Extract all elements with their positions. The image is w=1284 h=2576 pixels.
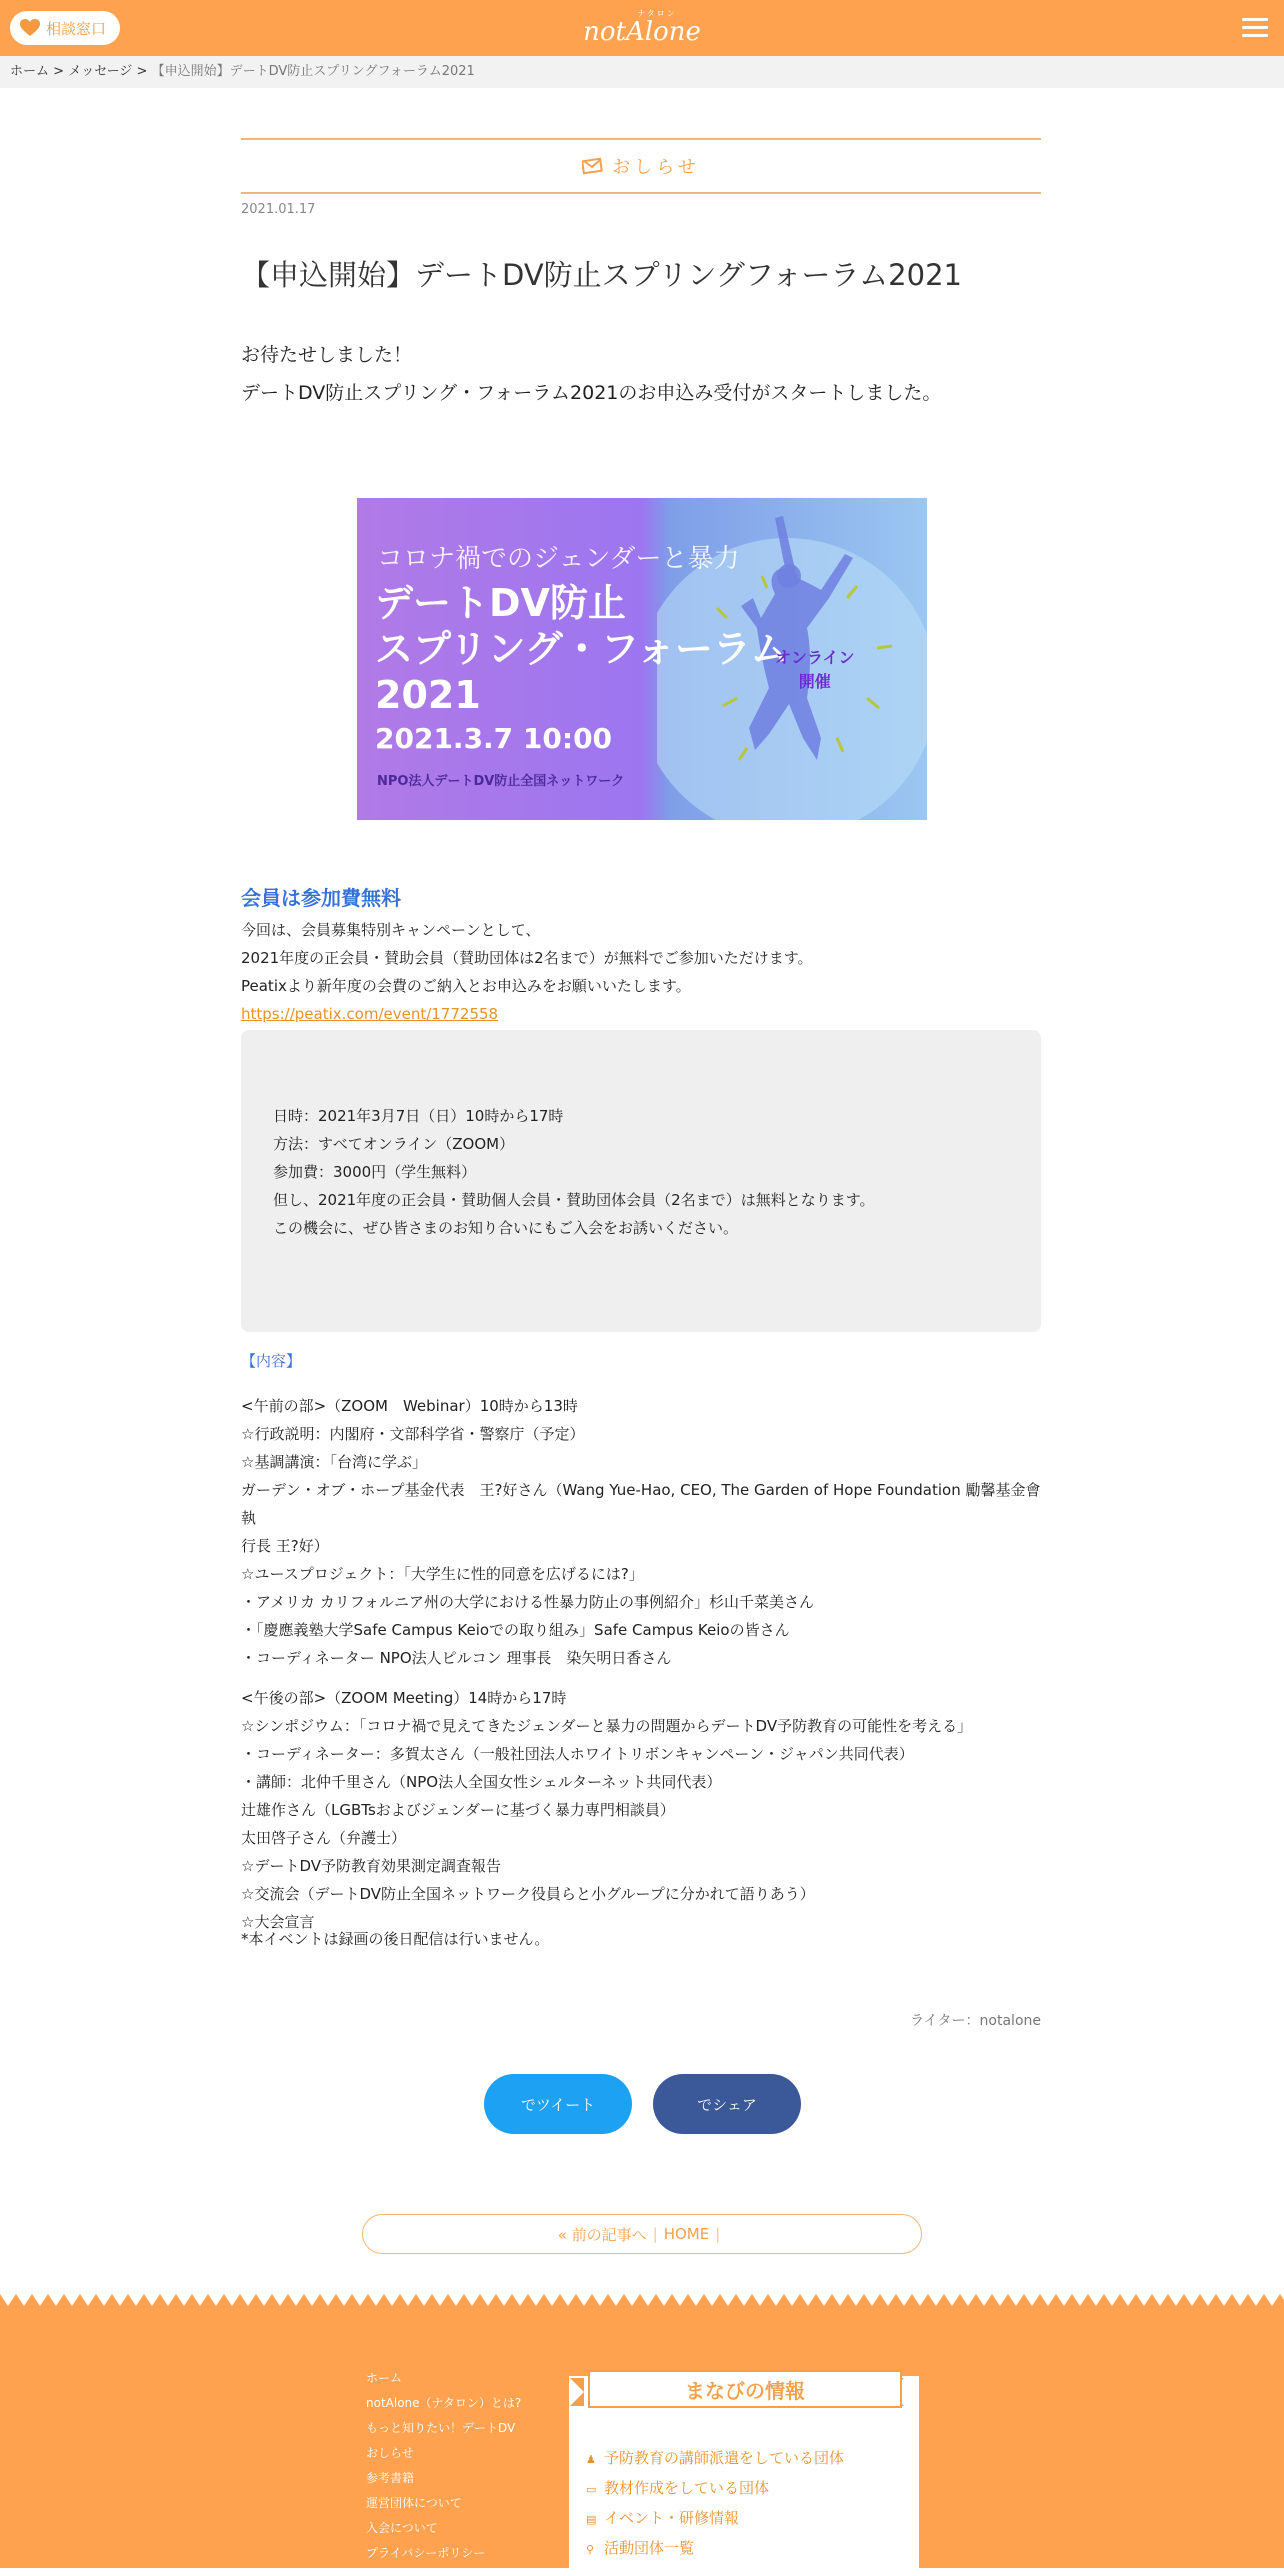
pager-divider: | [715,2225,721,2243]
info-line: 但し、2021年度の正会員・賛助個人会員・賛助団体会員（2名まで）は無料となります。 [273,1191,875,1209]
program-line: <午後の部>（ZOOM Meeting）14時から17時 [241,1689,567,1707]
envelope-icon [582,157,604,175]
text-line: 今回は、会員募集特別キャンペーンとして、 [241,921,541,939]
calendar-icon: ▤ [586,2513,597,2526]
event-info-box [241,1030,1041,1332]
banner-online-badge: オンライン 開催 [775,648,855,691]
banner-organizer: NPO法人デートDV防止全国ネットワーク [377,774,625,789]
program-line: ☆デートDV予防教育効果測定調査報告 [241,1857,501,1875]
program-line: ☆大会宣言 [241,1913,315,1931]
writer-credit: ライター：notalone [909,2013,1041,2029]
tweet-label: でツイート [520,2095,596,2114]
article-title: 【申込開始】デートDV防止スプリングフォーラム2021 [241,258,962,292]
info-line: 参加費：3000円（学生無料） [273,1163,477,1181]
facebook-share-label: でシェア [697,2095,757,2114]
learning-item[interactable]: ▭ 教材作成をしている団体 [586,2474,844,2504]
learning-info-list [586,2444,844,2564]
book-icon: ▭ [586,2483,597,2496]
prev-article-link[interactable]: « 前の記事へ [557,2225,647,2244]
learning-item[interactable]: ⚲ 活動団体一覧 [586,2534,844,2564]
member-text [241,916,1041,1028]
breadcrumb [0,56,1284,88]
banner-datetime: 2021.3.7 10:00 [375,722,613,755]
footer-link[interactable]: 入会について [366,2521,438,2535]
content-heading: 【内容】 [241,1352,302,1370]
forum-banner-image [357,498,927,820]
consult-button[interactable] [10,11,120,45]
program-line: ・「慶應義塾大学Safe Campus Keioでの取り組み」Safe Campus Keioの皆さん [241,1621,790,1639]
logo-ruby: ナタロン [637,9,677,18]
info-line: この機会に、ぜひ皆さまのお知り合いにもご入会をお誘いください。 [273,1219,739,1237]
category-label: おしらせ [612,157,700,178]
facebook-share-button[interactable] [653,2074,801,2134]
program-line: ・コーディネーター：多賀太さん（一般社団法人ホワイトリボンキャンペーン・ジャパン共同代表） [241,1745,914,1763]
program-line: 太田啓子さん（弁護士） [241,1829,407,1847]
breadcrumb-separator: > [49,64,69,79]
program-line: ガーデン・オブ・ホープ基金代表 王?好さん（Wang Yue-Hao, CEO, The Garden of Hope Foundation 勵馨基金會執 [241,1481,1041,1527]
banner-title: デートDV防止 スプリング・フォーラム 2021 [375,581,789,717]
footer-links [366,2366,521,2566]
program-content [241,1392,1041,1936]
program-line: ☆交流会（デートDV防止全国ネットワーク役員らと小グループに分かれて語りあう） [241,1885,815,1903]
footer-link[interactable]: ホーム [366,2371,403,2385]
member-heading: 会員は参加費無料 [241,886,401,910]
person-icon: ♟ [586,2453,596,2466]
text-line: 2021年度の正会員・賛助会員（賛助団体は2名まで）が無料でご参加いただけます。 [241,949,813,967]
program-line: ☆シンポジウム：「コロナ禍で見えてきたジェンダーと暴力の問題からデートDV予防教育の可能性を考える」 [241,1717,973,1735]
article-lead [241,336,1041,412]
post-date: 2021.01.17 [241,202,316,217]
program-line: ☆行政説明：内閣府・文部科学省・警察庁（予定） [241,1425,585,1443]
site-logo[interactable] [580,10,704,46]
breadcrumb-current: 【申込開始】デートDV防止スプリングフォーラム2021 [151,64,475,79]
program-line: <午前の部>（ZOOM Webinar）10時から13時 [241,1397,578,1415]
program-line: 辻雄作さん（LGBTsおよびジェンダーに基づく暴力専門相談員） [241,1801,675,1819]
tweet-button[interactable] [484,2074,632,2134]
program-line: ☆ユースプロジェクト：「大学生に性的同意を広げるには?」 [241,1565,644,1583]
program-line: ・アメリカ カリフォルニア州の大学における性暴力防止の事例紹介」杉山千菜美さん [241,1593,814,1611]
program-line: ・講師：北仲千里さん（NPO法人全国女性シェルターネット共同代表） [241,1773,722,1791]
zigzag-edge [0,2294,1284,2308]
lead-line: デートDV防止スプリング・フォーラム2021のお申込み受付がスタートしました。 [241,382,942,404]
footer-link[interactable]: もっと知りたい！デートDV [366,2421,516,2435]
consult-label: 相談窓口 [46,19,107,38]
lead-line: お待たせしました！ [241,344,413,366]
banner-subtitle: コロナ禍でのジェンダーと暴力 [377,544,740,574]
breadcrumb-messages[interactable]: メッセージ [68,64,133,79]
ribbon-tail-left [570,2378,584,2406]
site-footer [0,2294,1284,2568]
footer-link[interactable]: プライバシーポリシー [366,2546,486,2560]
pager-divider: | [652,2225,658,2243]
program-line: ☆基調講演：「台湾に学ぶ」 [241,1453,427,1471]
pin-icon: ⚲ [586,2543,595,2556]
recording-note: *本イベントは録画の後日配信は行いません。 [241,1930,550,1948]
learning-item[interactable]: ▤ イベント・研修情報 [586,2504,844,2534]
learning-item[interactable]: ♟ 予防教育の講師派遣をしている団体 [586,2444,844,2474]
footer-link[interactable]: おしらせ [366,2446,414,2460]
breadcrumb-home[interactable]: ホーム [10,64,50,79]
program-line: 行長 王?好） [241,1537,329,1555]
peatix-link[interactable]: https://peatix.com/event/1772558 [241,1005,499,1023]
site-header [0,0,1284,56]
learning-info-title: まなびの情報 [588,2370,902,2408]
menu-icon[interactable] [1242,18,1268,38]
breadcrumb-separator: > [132,64,152,79]
category-bar [241,138,1041,194]
text-line: Peatixより新年度の会費のご納入とお申込みをお願いいたします。 [241,977,691,995]
heart-icon [20,19,40,37]
article-pager [362,2214,922,2254]
info-line: 日時：2021年3月7日（日）10時から17時 [273,1107,564,1125]
footer-link[interactable]: 運営団体について [366,2496,462,2510]
footer-link[interactable]: notAlone（ナタロン）とは? [366,2396,522,2410]
home-link[interactable]: HOME [663,2225,710,2243]
info-line: 方法：すべてオンライン（ZOOM） [273,1135,515,1153]
program-line: ・コーディネーター NPO法人ピルコン 理事長 染矢明日香さん [241,1649,672,1667]
logo-text: notAlone [583,17,701,47]
footer-link[interactable]: 参考書籍 [366,2471,415,2485]
